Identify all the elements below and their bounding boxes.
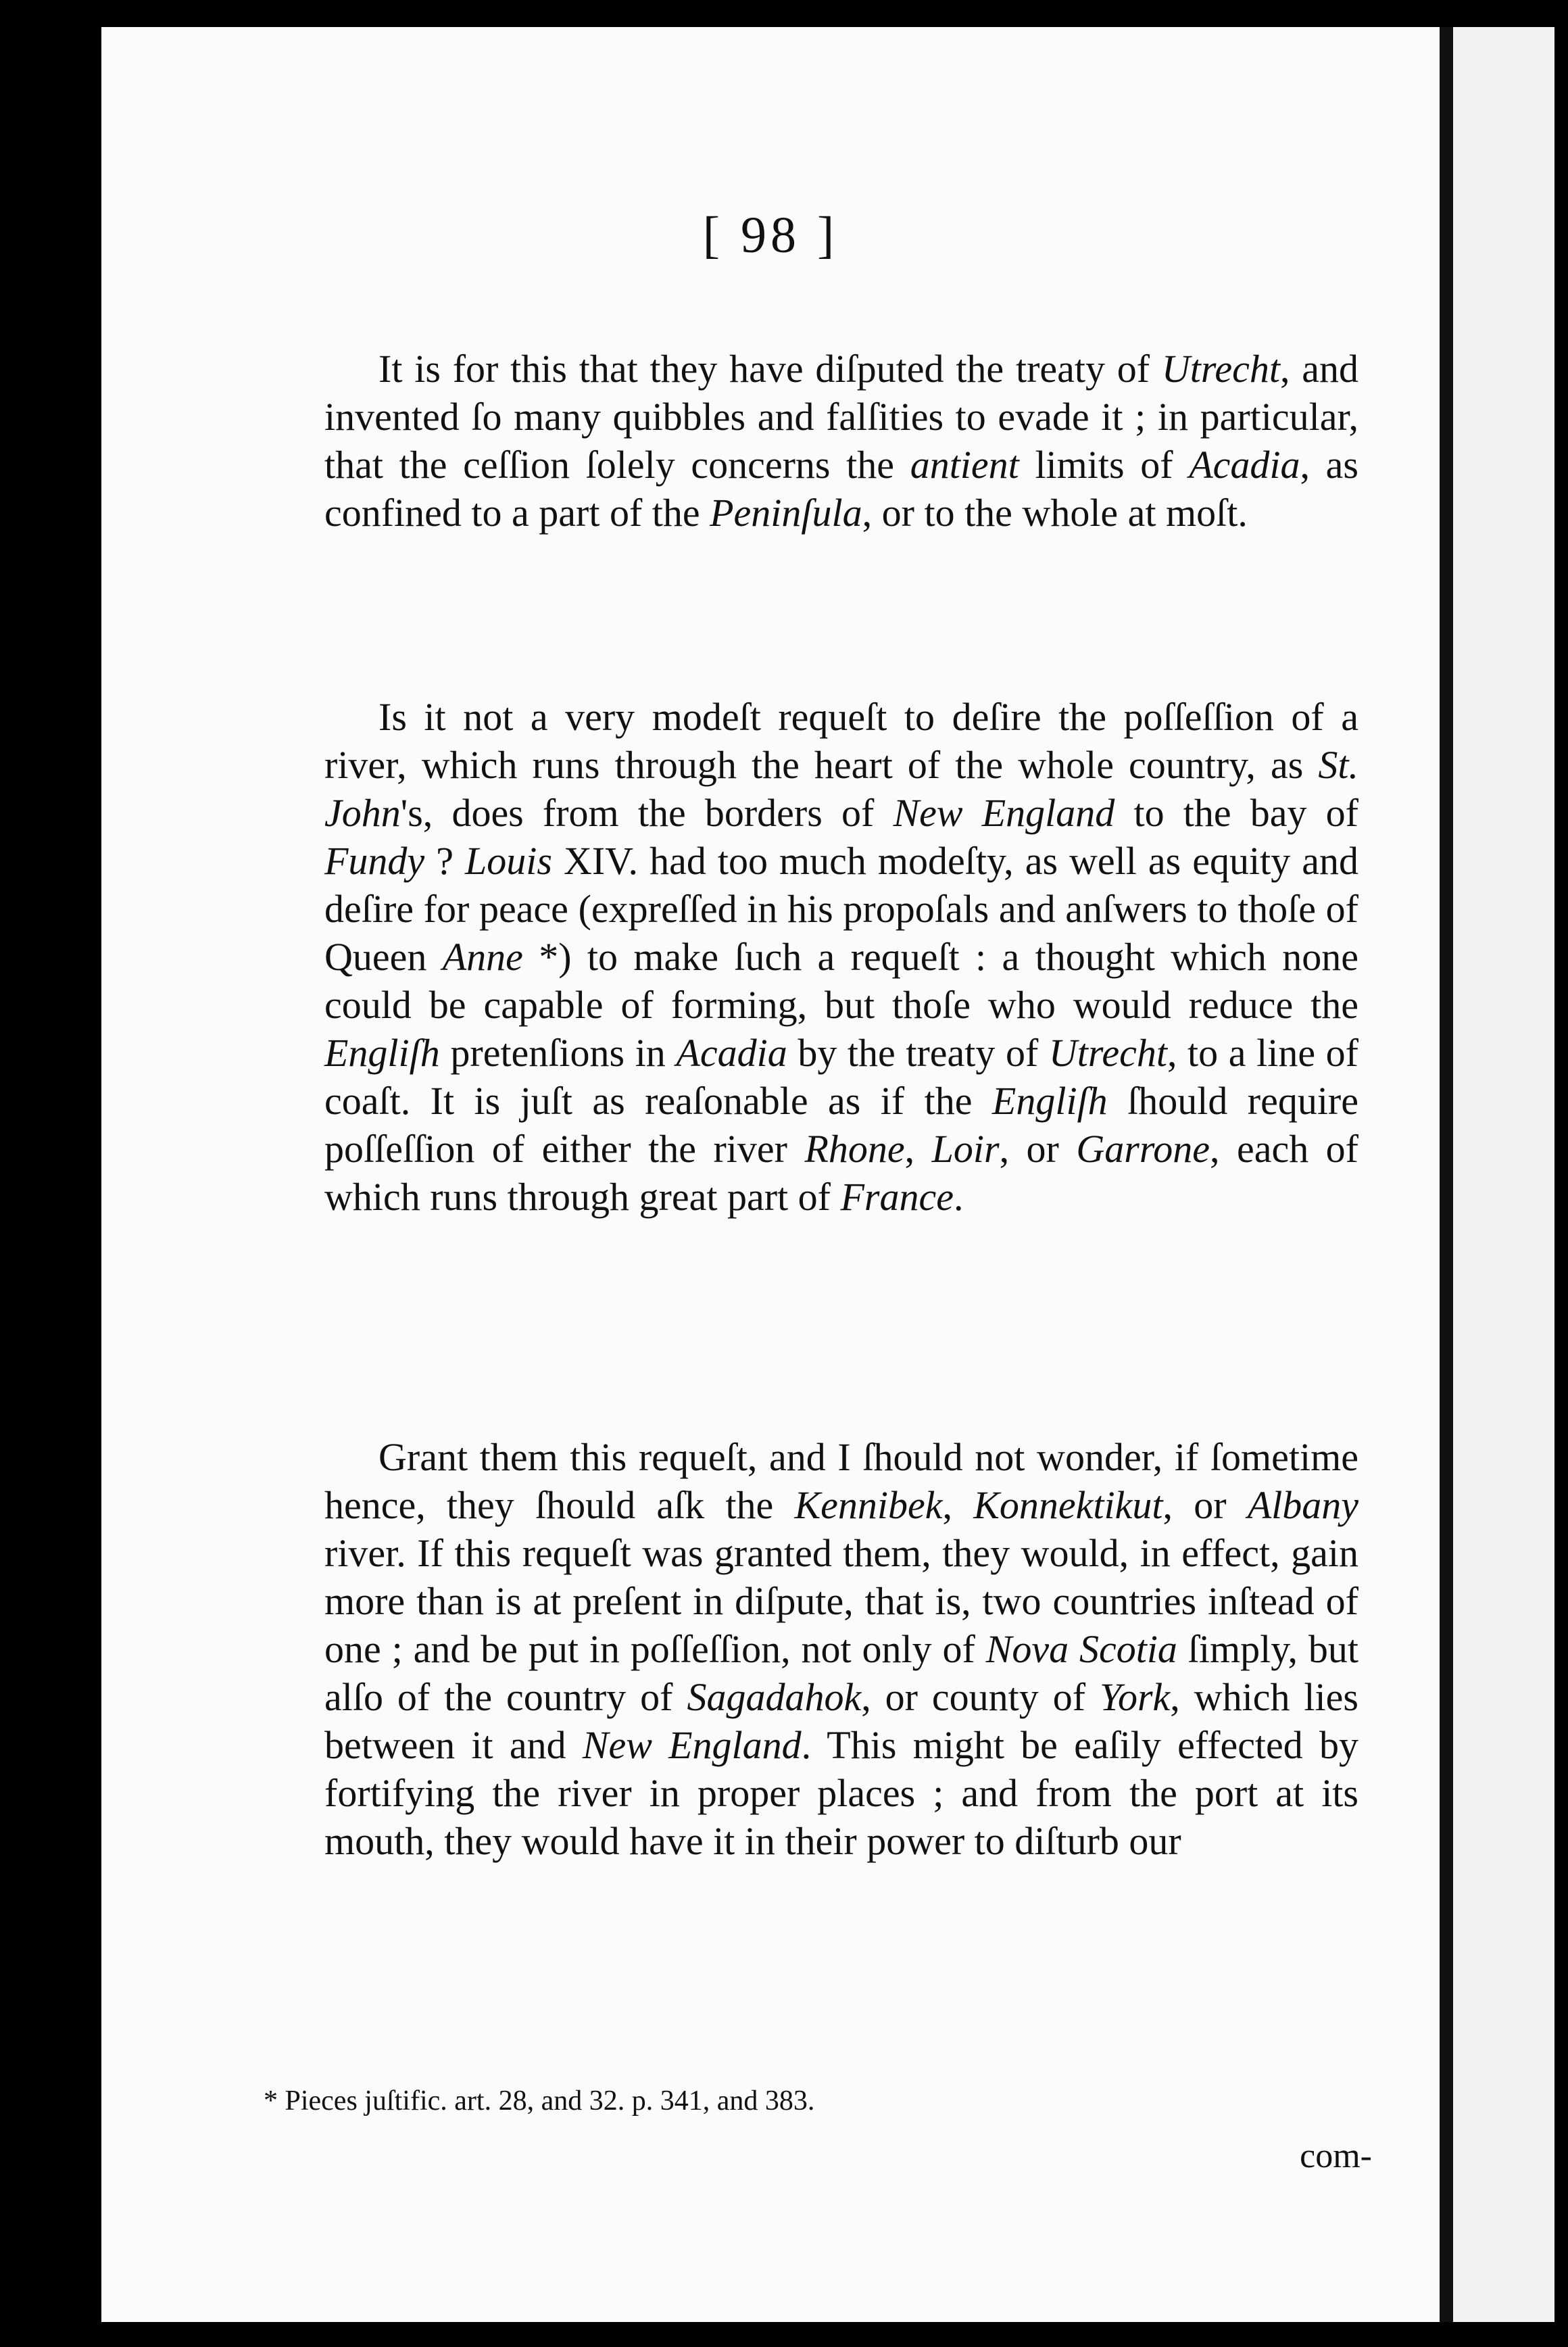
italic-text: Peninſula: [710, 491, 862, 535]
text-run: Is it not a very modeſt requeſt to deſire the poſſeſſion of a river, which runs through the heart of the whole country, as: [324, 695, 1358, 787]
italic-text: Sagadahok: [687, 1675, 862, 1719]
italic-text: Rhone: [804, 1127, 905, 1171]
text-run: 's, does from the borders of: [400, 791, 893, 835]
text-run: ſimply, but alſo of the country of: [324, 1627, 1358, 1719]
text-run: , or to the whole at moſt.: [862, 491, 1248, 535]
text-run: .: [953, 1175, 964, 1219]
italic-text: New England: [582, 1723, 802, 1767]
text-run: Grant them this requeſt, and I ſhould not wonder, if ſometime hence, they ſhould aſk the: [324, 1435, 1358, 1527]
italic-text: Utrecht: [1048, 1031, 1167, 1075]
text-run: ,: [904, 1127, 932, 1171]
text-run: , each of which runs through great part of: [324, 1127, 1359, 1219]
text-run: ?: [424, 839, 465, 883]
text-run: It is for this that they have diſputed the treaty of: [378, 347, 1162, 391]
text-run: , and invented ſo many quibbles and falſities to evade it ; in particular, that the ceſſion ſolely concerns the: [324, 347, 1358, 487]
italic-text: Utrecht: [1161, 347, 1280, 391]
text-run: river. If this requeſt was granted them, they would, in effect, gain more than is at preſent in diſpute, that is, two countries inſtead of one ; and be put in poſſeſſion, not only of: [324, 1531, 1358, 1671]
italic-text: Garrone: [1076, 1127, 1210, 1171]
facing-page-edge: [1453, 27, 1554, 2322]
text-run: , to a line of coaſt. It is juſt as reaſonable as if the: [324, 1031, 1358, 1123]
paragraph-3: [324, 1433, 1358, 1865]
text-run: *) to make ſuch a requeſt : a thought which none could be capable of forming, but thoſe who would reduce the: [324, 935, 1359, 1027]
italic-text: France: [840, 1175, 954, 1219]
italic-text: antient: [910, 443, 1019, 487]
italic-text: Louis: [464, 839, 552, 883]
text-run: XIV. had too much modeſty, as well as equity and deſire for peace (expreſſed in his propoſals and anſwers to thoſe of Queen: [324, 839, 1358, 979]
text-run: ſhould require poſſeſſion of either the river: [324, 1079, 1358, 1171]
text-run: to the bay of: [1114, 791, 1358, 835]
italic-text: Albany: [1247, 1483, 1358, 1527]
italic-text: York: [1100, 1675, 1171, 1719]
text-run: , or: [1162, 1483, 1248, 1527]
italic-text: New England: [893, 791, 1115, 835]
text-run: pretenſions in: [439, 1031, 677, 1075]
paragraph-2: [324, 693, 1358, 1221]
italic-text: Fundy: [324, 839, 425, 883]
italic-text: Engliſh: [991, 1079, 1108, 1123]
italic-text: Acadia: [1189, 443, 1300, 487]
catchword: com-: [1300, 2137, 1372, 2175]
text-run: , as confined to a part of the: [324, 443, 1358, 535]
italic-text: Anne: [442, 935, 523, 979]
italic-text: Kennibek: [794, 1483, 943, 1527]
text-run: , or: [999, 1127, 1077, 1171]
text-run: , or county of: [861, 1675, 1100, 1719]
page-number: [ 98 ]: [702, 207, 839, 264]
text-run: . This might be eaſily effected by fortifying the river in proper places ; and from the port at its mouth, they would have it in their power to diſturb our: [324, 1723, 1358, 1863]
text-run: by the treaty of: [787, 1031, 1049, 1075]
text-run: ,: [942, 1483, 974, 1527]
italic-text: Loir: [931, 1127, 1000, 1171]
italic-text: St. John: [324, 743, 1358, 835]
footnote: * Pieces juſtific. art. 28, and 32. p. 341, and 383.: [264, 2085, 815, 2116]
text-run: , which lies between it and: [324, 1675, 1358, 1767]
italic-text: Engliſh: [324, 1031, 440, 1075]
text-run: limits of: [1019, 443, 1190, 487]
paragraph-1: [324, 345, 1358, 537]
italic-text: Acadia: [676, 1031, 787, 1075]
italic-text: Nova Scotia: [985, 1627, 1177, 1671]
book-page: [101, 27, 1440, 2322]
italic-text: Konnektikut: [973, 1483, 1163, 1527]
